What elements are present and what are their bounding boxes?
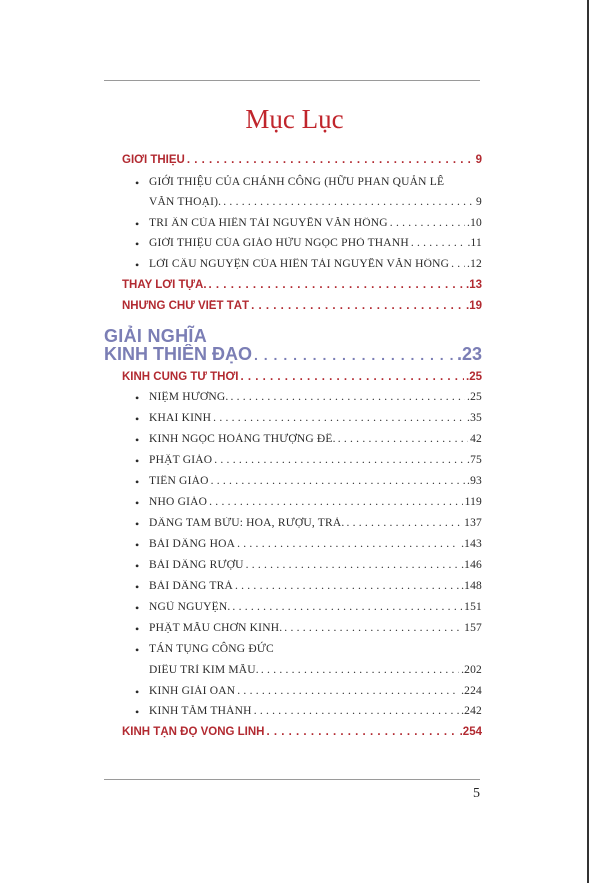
toc-item[interactable] [149, 580, 482, 592]
bullet-icon: • [135, 391, 140, 405]
leader-dots [254, 705, 459, 717]
toc-page: .242 [461, 705, 482, 717]
bullet-icon: • [135, 412, 140, 426]
toc-page: .12 [467, 258, 482, 270]
leader-dots [251, 300, 464, 312]
leader-dots [451, 258, 465, 270]
toc-item[interactable] [149, 538, 482, 550]
toc-page: .25 [466, 371, 482, 383]
toc-page: .25 [467, 391, 482, 403]
bullet-icon: • [135, 538, 140, 552]
bullet-icon: • [135, 580, 140, 594]
toc-gt-chanh-cong[interactable] [149, 196, 482, 208]
bullet-icon: • [135, 601, 140, 615]
toc-page: .19 [466, 300, 482, 312]
toc-label: DÂNG TAM BỬU: HOA, RƯỢU, TRÀ. [149, 517, 345, 529]
toc-label: BÀI DÂNG HOA [149, 538, 236, 550]
toc-item[interactable] [149, 454, 482, 466]
section-heading-line1: GIẢI NGHĨA [104, 326, 208, 346]
toc-page: .75 [467, 454, 482, 466]
bullet-icon: • [135, 496, 140, 510]
toc-item[interactable] [149, 559, 482, 571]
leader-dots [390, 217, 465, 229]
toc-section-kinh-thien-dao[interactable] [104, 344, 482, 365]
toc-label: PHẬT MẪU CHƠN KINH. [149, 622, 283, 634]
toc-label: NGŨ NGUYỆN. [149, 601, 231, 613]
toc-label: TRI ÂN CỦA HIỀN TÀI NGUYỄN VĂN HỒNG [149, 217, 388, 229]
toc-page: .224 [461, 685, 482, 697]
toc-label: VĂN THOẠI). [149, 196, 222, 208]
toc-label: BÀI DÂNG TRÀ [149, 580, 233, 592]
leader-dots [284, 622, 462, 634]
leader-dots [232, 601, 462, 613]
toc-page: .11 [467, 237, 482, 249]
bullet-icon: • [135, 685, 140, 699]
toc-page: .146 [461, 559, 482, 571]
leader-dots [240, 371, 464, 383]
toc-label: PHẬT GIÁO [149, 454, 213, 466]
bullet-icon: • [135, 237, 140, 251]
toc-label: KHAI KINH [149, 412, 212, 424]
toc-page: 157 [464, 622, 482, 634]
top-rule [104, 80, 480, 81]
bullet-icon: • [135, 517, 140, 531]
toc-tan-tung[interactable] [149, 664, 482, 676]
leader-dots [237, 538, 459, 550]
toc-label: TIÊN GIÁO [149, 475, 209, 487]
toc-page: .93 [467, 475, 482, 487]
toc-item[interactable] [149, 601, 482, 613]
toc-page: .148 [461, 580, 482, 592]
toc-tam-thanh[interactable] [149, 705, 482, 717]
toc-item[interactable] [149, 412, 482, 424]
bullet-icon: • [135, 433, 140, 447]
bullet-icon: • [135, 643, 140, 657]
toc-label: THAY LỜI TỰA. [122, 279, 207, 291]
toc-tri-an[interactable] [149, 217, 482, 229]
bullet-icon: • [135, 475, 140, 489]
page-number: 5 [473, 786, 480, 801]
leader-dots [411, 237, 466, 249]
leader-dots [261, 664, 459, 676]
toc-label: KINH CÚNG TỨ THỜI [122, 371, 239, 383]
toc-page: .254 [459, 726, 482, 738]
toc-item[interactable] [149, 391, 482, 403]
toc-giai-oan[interactable] [149, 685, 482, 697]
leader-dots [254, 347, 455, 363]
bullet-icon: • [135, 705, 140, 719]
toc-chu-viet-tat[interactable] [122, 300, 482, 312]
toc-item[interactable] [149, 475, 482, 487]
toc-loi-cau-nguyen[interactable] [149, 258, 482, 270]
toc-page: 137 [464, 517, 482, 529]
leader-dots [211, 475, 465, 487]
toc-kinh-cung[interactable] [122, 371, 482, 383]
leader-dots [338, 433, 468, 445]
toc-page: .10 [467, 217, 482, 229]
toc-label: GIỚI THIỆU CỦA GIÁO HỮU NGỌC PHÒ THANH [149, 237, 409, 249]
toc-gioi-thieu[interactable] [122, 154, 482, 166]
toc-item[interactable] [149, 496, 482, 508]
bullet-icon: • [135, 217, 140, 231]
leader-dots [214, 454, 465, 466]
toc-page: 151 [464, 601, 482, 613]
toc-page: 9 [475, 154, 482, 166]
toc-label: NHO GIÁO [149, 496, 208, 508]
leader-dots [346, 517, 462, 529]
toc-label: NIỆM HƯƠNG. [149, 391, 229, 403]
bottom-rule [104, 779, 480, 780]
toc-item[interactable] [149, 517, 482, 529]
bullet-icon: • [135, 622, 140, 636]
toc-page: 42 [470, 433, 482, 445]
bullet-icon: • [135, 559, 140, 573]
toc-page: .143 [461, 538, 482, 550]
leader-dots [209, 279, 464, 291]
page-title: Mục Lục [245, 104, 344, 134]
toc-page: .202 [461, 664, 482, 676]
leader-dots [209, 496, 462, 508]
leader-dots [237, 685, 459, 697]
bullet-icon: • [135, 454, 140, 468]
toc-tan-do[interactable] [122, 726, 482, 738]
toc-thay-loi-tua[interactable] [122, 279, 482, 291]
leader-dots [246, 559, 459, 571]
toc-item[interactable] [149, 433, 482, 445]
toc-label: BÀI DÂNG RƯỢU [149, 559, 244, 571]
toc-gt-giao-huu[interactable] [149, 237, 482, 249]
leader-dots [266, 726, 457, 738]
bullet-icon: • [135, 258, 140, 272]
toc-label: KINH GIẢI OAN [149, 685, 236, 697]
leader-dots [223, 196, 474, 208]
toc-tan-tung-line1[interactable]: TÁN TỤNG CÔNG ĐỨC [149, 643, 274, 655]
toc-label: GIỚI THIỆU [122, 154, 185, 166]
leader-dots [187, 154, 474, 166]
toc-page: 119 [464, 496, 482, 508]
leader-dots [230, 391, 465, 403]
toc-page: .35 [467, 412, 482, 424]
toc-label: KINH TẮM THÁNH [149, 705, 252, 717]
toc-label: LỜI CẦU NGUYỆN CỦA HIỀN TÀI NGUYỄN VĂN HỒNG [149, 258, 450, 270]
toc-label: KINH THIÊN ĐẠO [104, 344, 252, 364]
leader-dots [235, 580, 459, 592]
leader-dots [213, 412, 465, 424]
toc-gt-chanh-cong-line1[interactable]: GIỚI THIỆU CỦA CHÁNH CÔNG (HỮU PHAN QUẢN LÊ [149, 176, 445, 188]
toc-label: KINH TẬN ĐỘ VONG LINH [122, 726, 265, 738]
bullet-icon: • [135, 176, 140, 190]
toc-label: NHỮNG CHỮ VIẾT TẮT [122, 300, 250, 312]
toc-label: KINH NGỌC HOÀNG THƯỢNG ĐẾ. [149, 433, 336, 445]
toc-page: .13 [466, 279, 482, 291]
toc-page: .23 [456, 344, 482, 364]
toc-item[interactable] [149, 622, 482, 634]
toc-label: DIÊU TRÌ KIM MẪU. [149, 664, 259, 676]
toc-page: 9 [476, 196, 482, 208]
